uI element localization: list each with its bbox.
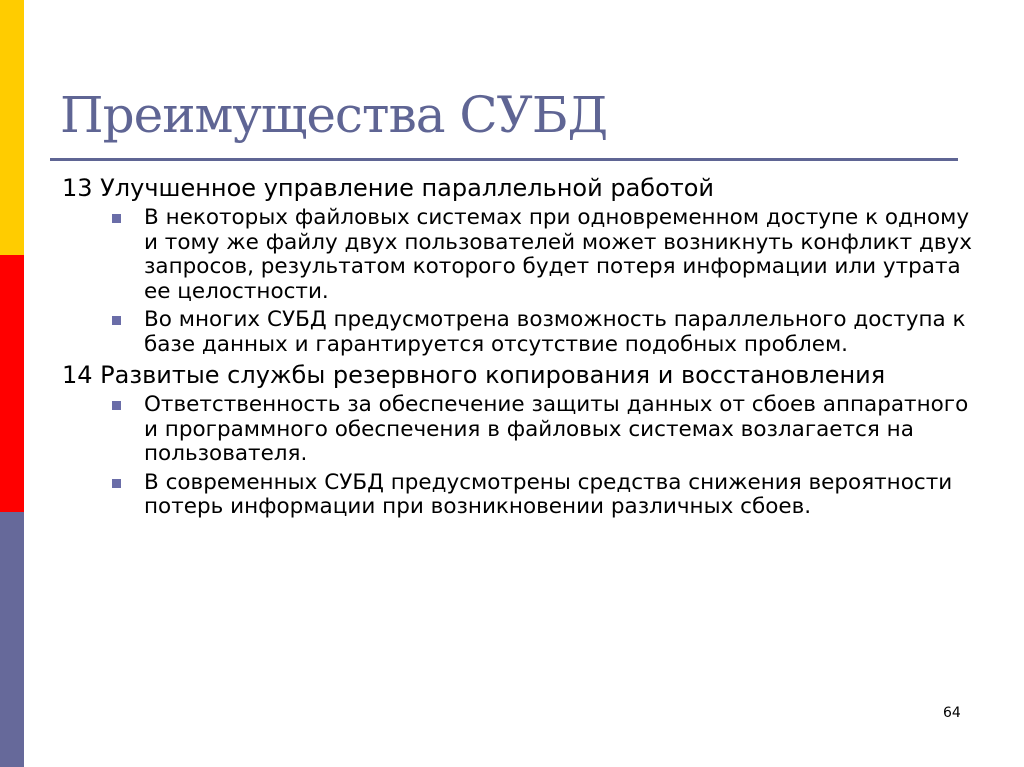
side-bar-red-segment — [0, 255, 24, 512]
section-13 — [62, 174, 982, 357]
bullet-item — [62, 471, 982, 520]
square-bullet-icon — [112, 214, 121, 223]
bullet-item — [62, 206, 982, 304]
bullet-item — [62, 308, 982, 357]
side-bar-yellow-segment — [0, 0, 24, 255]
side-bar-blue-segment — [0, 512, 24, 767]
slide-body — [62, 174, 982, 524]
square-bullet-icon — [112, 316, 121, 325]
bullet-text: В некоторых файловых системах при одновременном доступе к одному и тому же файлу двух пользователей может возникнуть конфликт двух запросов, результатом которого будет потеря информации или утрата ее целостности. — [144, 205, 972, 304]
bullet-text: Ответственность за обеспечение защиты данных от сбоев аппаратного и программного обеспечения в файловых системах возлагается на пользователя. — [144, 392, 969, 466]
decorative-side-bar — [0, 0, 24, 767]
section-heading: 14 Развитые службы резервного копирования и восстановления — [62, 361, 886, 389]
section-heading: 13 Улучшенное управление параллельной работой — [62, 174, 715, 202]
square-bullet-icon — [112, 401, 121, 410]
page-number: 64 — [943, 705, 961, 721]
slide-title: Преимущества СУБД — [60, 86, 608, 144]
title-underline-divider — [50, 158, 958, 161]
section-14 — [62, 361, 982, 520]
bullet-text: Во многих СУБД предусмотрена возможность параллельного доступа к базе данных и гарантируется отсутствие подобных проблем. — [144, 307, 966, 357]
square-bullet-icon — [112, 479, 121, 488]
bullet-item — [62, 393, 982, 467]
bullet-text: В современных СУБД предусмотрены средства снижения вероятности потерь информации при возникновении различных сбоев. — [144, 469, 953, 519]
